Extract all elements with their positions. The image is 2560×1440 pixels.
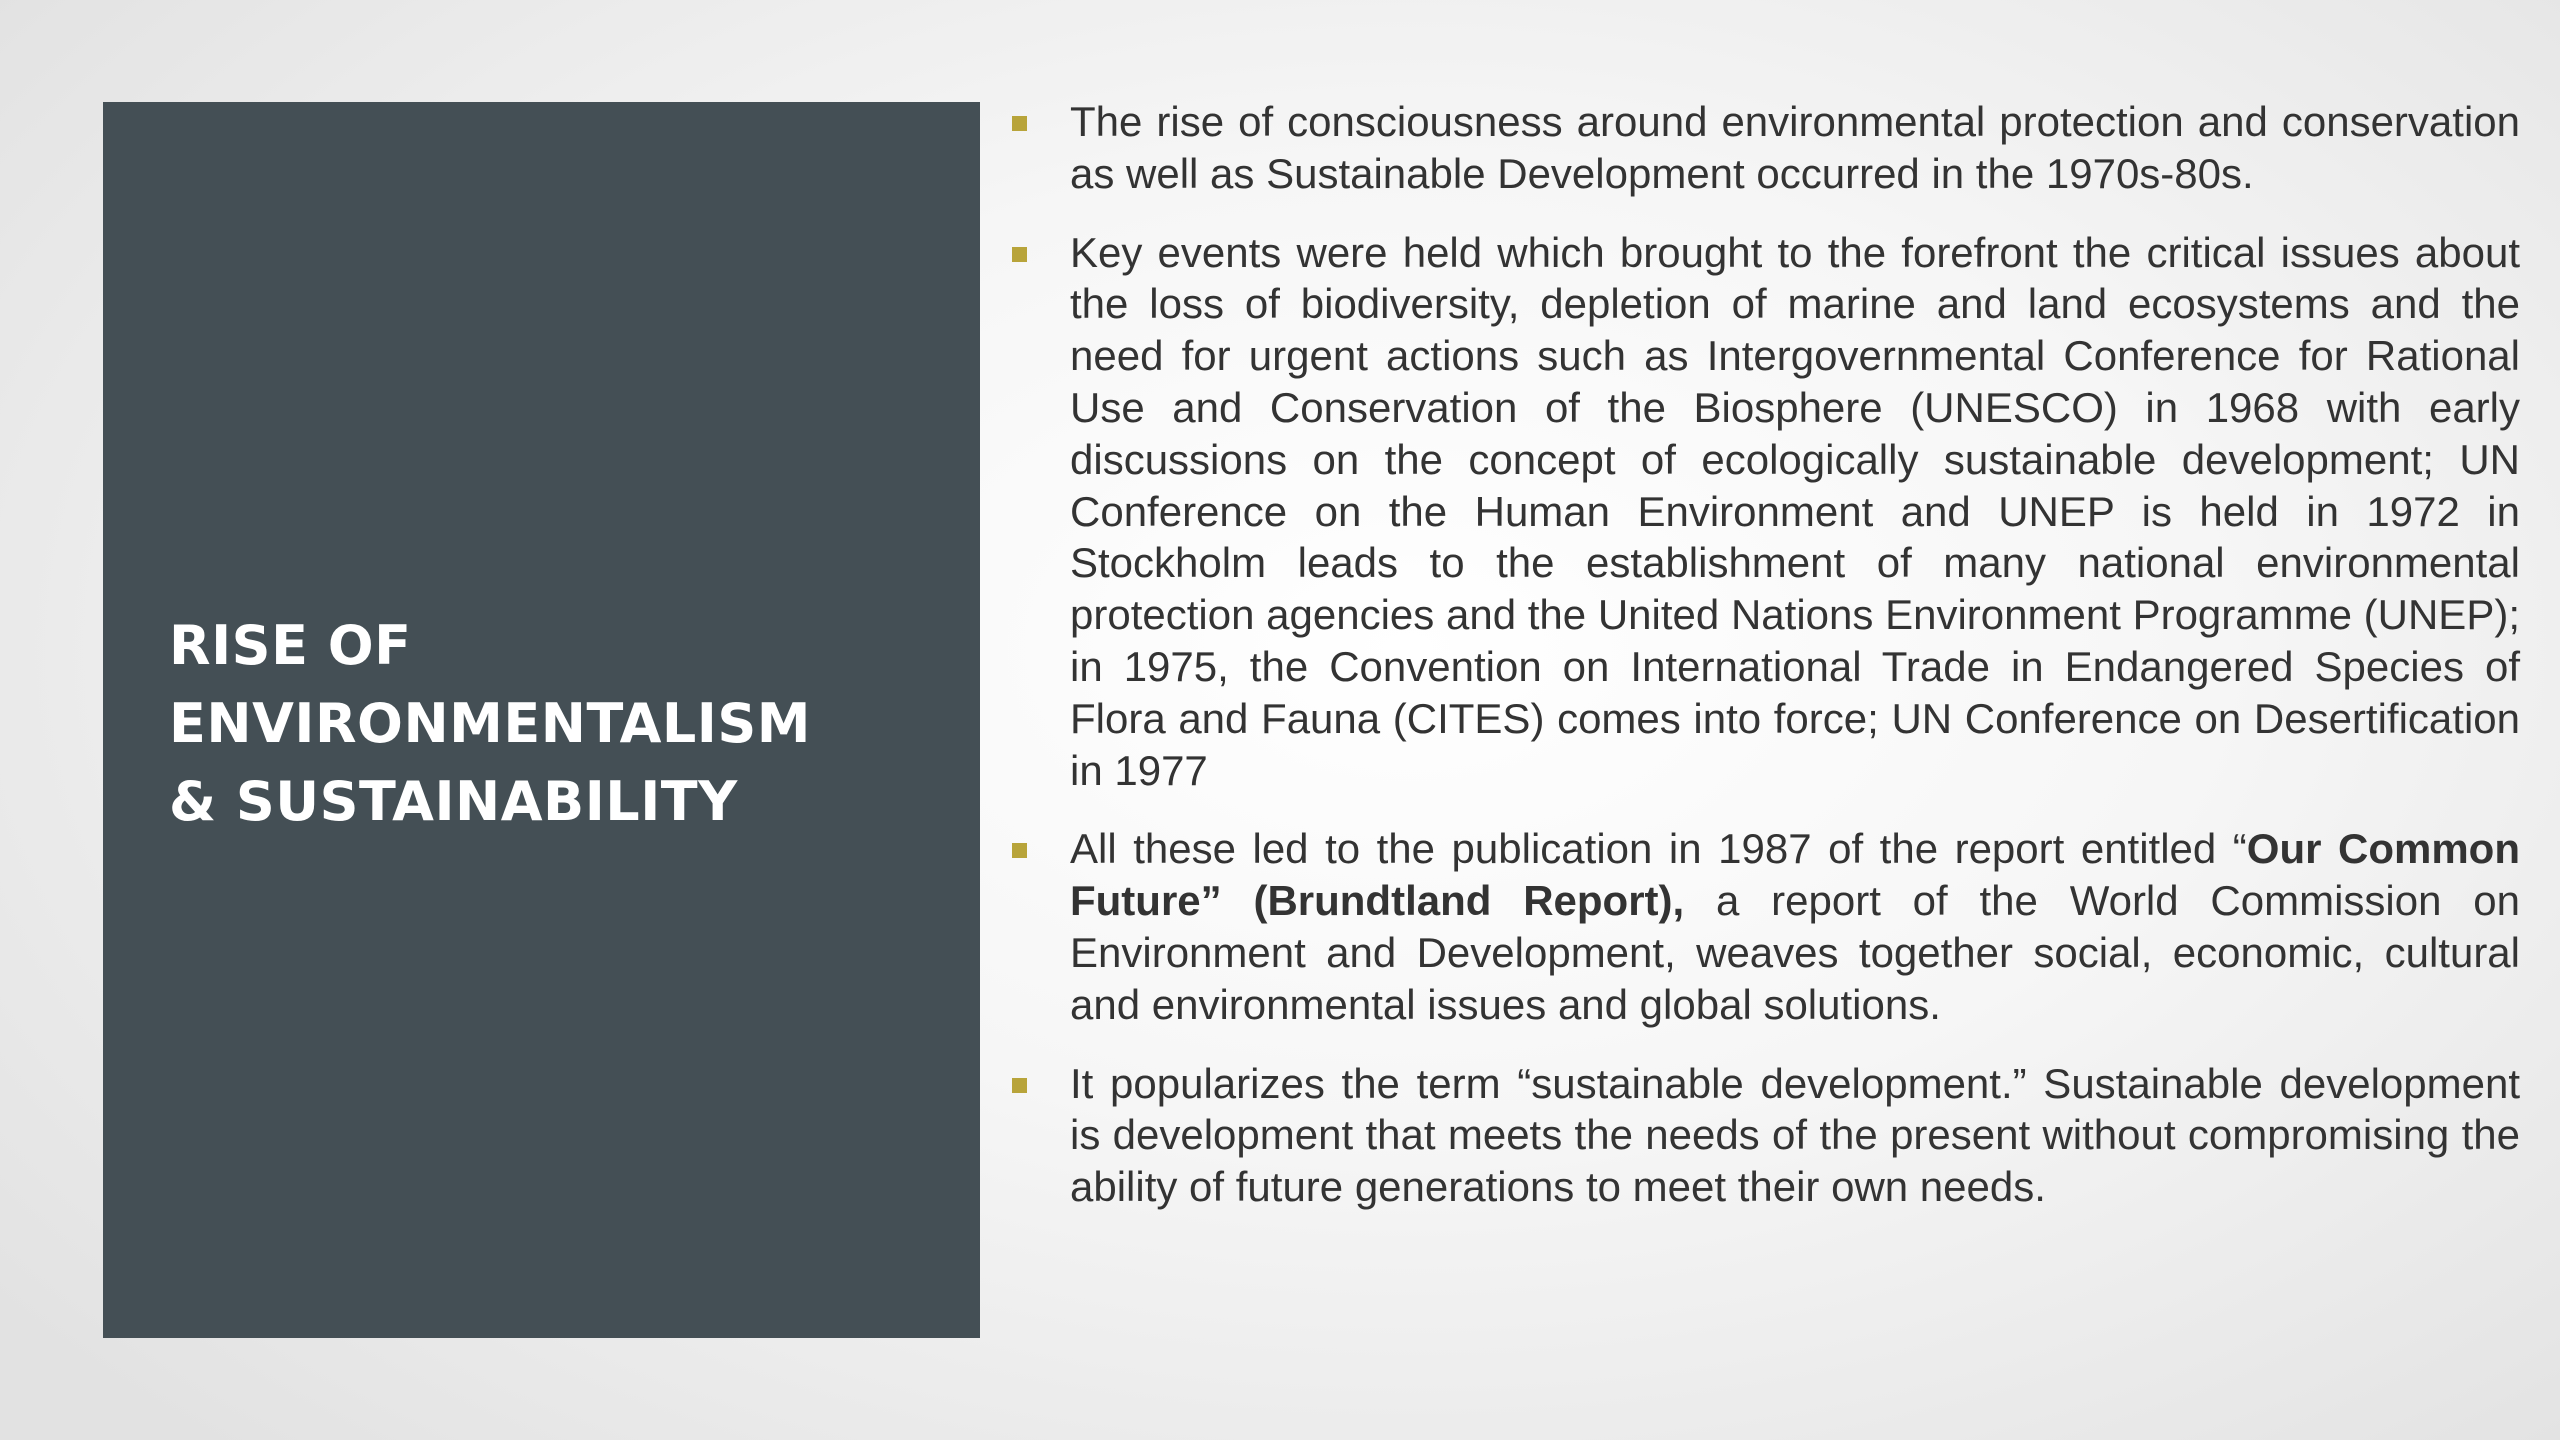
title-line: ENVIRONMENTALISM — [169, 692, 812, 755]
bullet-text-after: a report of the World Commission on Environment and Development, weaves together social, economic, cultural and environmental issues and global solutions. — [1070, 877, 2520, 1028]
bullet-item — [1002, 96, 2520, 200]
bullet-item — [1002, 1058, 2520, 1213]
bullet-text: Key events were held which brought to the forefront the critical issues about the loss of biodiversity, depletion of marine and land ecosystems and the need for urgent actions such as Intergovernmental Conference for Rational Use and Conservation of the Biosphere (UNESCO) in 1968 with early discussions on the concept of ecologically sustainable development; UN Conference on the Human Environment and UNEP is held in 1972 in Stockholm leads to the establishment of many national environmental protection agencies and the United Nations Environment Programme (UNEP); in 1975, the Convention on International Trade in Endangered Species of Flora and Fauna (CITES) comes into force; UN Conference on Desertification in 1977 — [1070, 228, 2520, 794]
title-panel — [103, 102, 980, 1338]
slide-title — [169, 607, 969, 841]
bullet-text-before: All these led to the publication in 1987 of the report entitled “ — [1070, 825, 2247, 873]
square-bullet-icon — [1012, 1078, 1027, 1093]
bullet-item — [1002, 823, 2520, 1030]
bullet-text: It popularizes the term “sustainable development.” Sustainable development is development that meets the needs of the present without compromising the ability of future generations to meet their own needs. — [1070, 1059, 2520, 1211]
bullet-list — [1002, 96, 2520, 1213]
square-bullet-icon — [1012, 116, 1027, 131]
square-bullet-icon — [1012, 247, 1027, 262]
bullet-item — [1002, 227, 2520, 797]
bullet-content — [1002, 96, 2520, 1240]
title-line: & SUSTAINABILITY — [169, 770, 738, 833]
title-line: RISE OF — [169, 614, 412, 677]
report-title-bold: Our Common Future” (Brundtland Report), — [1070, 825, 2520, 925]
square-bullet-icon — [1012, 843, 1027, 858]
bullet-text: The rise of consciousness around environmental protection and conservation as well as Sustainable Development occurred in the 1970s-80s. — [1070, 98, 2520, 197]
